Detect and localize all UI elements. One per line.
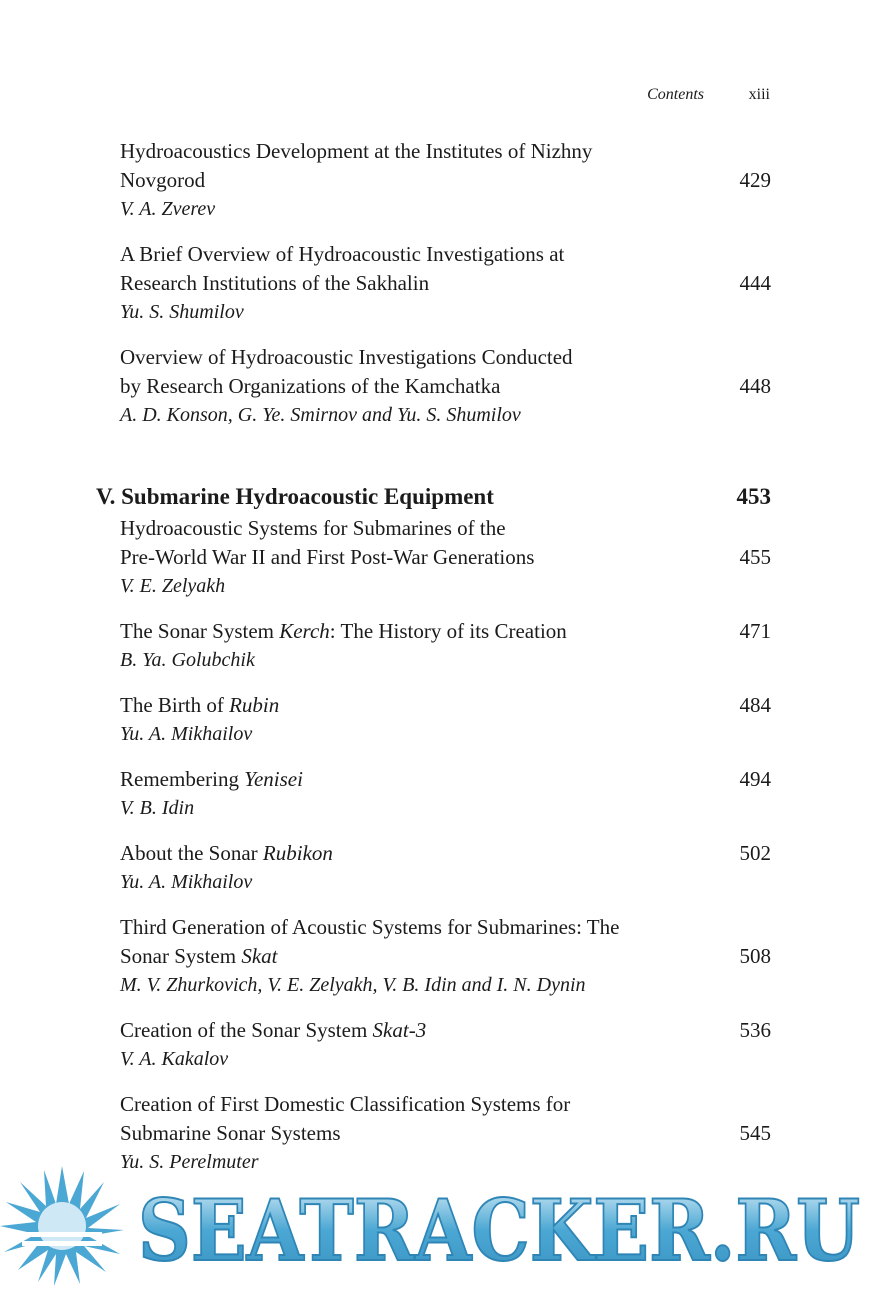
toc-entry-title: The Sonar System Kerch: The History of its Creation — [120, 619, 567, 643]
toc-entry[interactable] — [120, 765, 771, 823]
watermark — [0, 1160, 870, 1305]
toc-entry-author: Yu. S. Shumilov — [120, 301, 244, 323]
section-heading-page: 453 — [736, 484, 771, 509]
toc-entry-page: 484 — [739, 693, 771, 717]
toc-entry-page: 502 — [739, 841, 771, 865]
toc-entry[interactable] — [120, 137, 771, 224]
toc-entry-title: Third Generation of Acoustic Systems for Submarines: The Sonar System Skat — [120, 915, 620, 968]
toc-entry-page: 429 — [739, 168, 771, 192]
toc-entry-title: About the Sonar Rubikon — [120, 841, 333, 865]
toc-entry-author: V. A. Zverev — [120, 198, 216, 220]
section-heading-title: V. Submarine Hydroacoustic Equipment — [96, 484, 494, 509]
toc-entry-author: B. Ya. Golubchik — [120, 649, 255, 671]
toc-entry[interactable] — [120, 1016, 771, 1074]
watermark-text: SEATRACKER.RU — [138, 1181, 860, 1280]
toc-entry-title: Creation of First Domestic Classification Systems for Submarine Sonar Systems — [120, 1092, 571, 1145]
running-head — [0, 86, 770, 110]
toc-entry-title: The Birth of Rubin — [120, 693, 280, 717]
toc-entry-title: Hydroacoustic Systems for Submarines of the Pre-World War II and First Post-War Generations — [120, 516, 535, 569]
running-head-title: Contents — [647, 86, 704, 103]
section-heading[interactable] — [96, 481, 771, 513]
sun-burst-icon — [0, 1166, 124, 1286]
toc-entry-page: 536 — [739, 1018, 771, 1042]
running-head-page-number: xiii — [748, 86, 770, 103]
toc-entry-page: 471 — [739, 619, 771, 643]
toc-entry-title: Hydroacoustics Development at the Institutes of Nizhny Novgorod — [120, 139, 593, 192]
toc-entry-author: Yu. A. Mikhailov — [120, 871, 253, 893]
toc-entry-author: A. D. Konson, G. Ye. Smirnov and Yu. S. Shumilov — [120, 404, 521, 426]
toc-entry[interactable] — [120, 839, 771, 897]
toc-entry[interactable] — [120, 913, 771, 1000]
toc-entry-author: V. B. Idin — [120, 797, 195, 819]
toc-entry-title: A Brief Overview of Hydroacoustic Investigations at Research Institutions of the Sakhalin — [120, 242, 565, 295]
toc-entry-page: 508 — [739, 944, 771, 968]
toc-entry[interactable] — [120, 617, 771, 675]
toc-entry-author: Yu. S. Perelmuter — [120, 1151, 259, 1173]
toc-entry-page: 545 — [739, 1121, 771, 1145]
toc-entry-page: 448 — [739, 374, 771, 398]
toc-entry-author: V. E. Zelyakh — [120, 575, 226, 597]
toc-entry[interactable] — [120, 691, 771, 749]
toc-entry[interactable] — [120, 343, 771, 430]
toc-entry-page: 444 — [739, 271, 771, 295]
toc-entry-author: Yu. A. Mikhailov — [120, 723, 253, 745]
toc-entry-author: V. A. Kakalov — [120, 1048, 229, 1070]
toc-entry[interactable] — [120, 240, 771, 327]
toc-entry[interactable] — [120, 514, 771, 601]
toc-entry-page: 494 — [739, 767, 771, 791]
toc-entry-title: Remembering Yenisei — [120, 767, 303, 791]
toc-entry-author: M. V. Zhurkovich, V. E. Zelyakh, V. B. Idin and I. N. Dynin — [120, 974, 586, 996]
toc-entry-page: 455 — [739, 545, 771, 569]
toc-entry-title: Overview of Hydroacoustic Investigations Conducted by Research Organizations of the Kamchatka — [120, 345, 573, 398]
toc-entry-title: Creation of the Sonar System Skat-3 — [120, 1018, 427, 1042]
